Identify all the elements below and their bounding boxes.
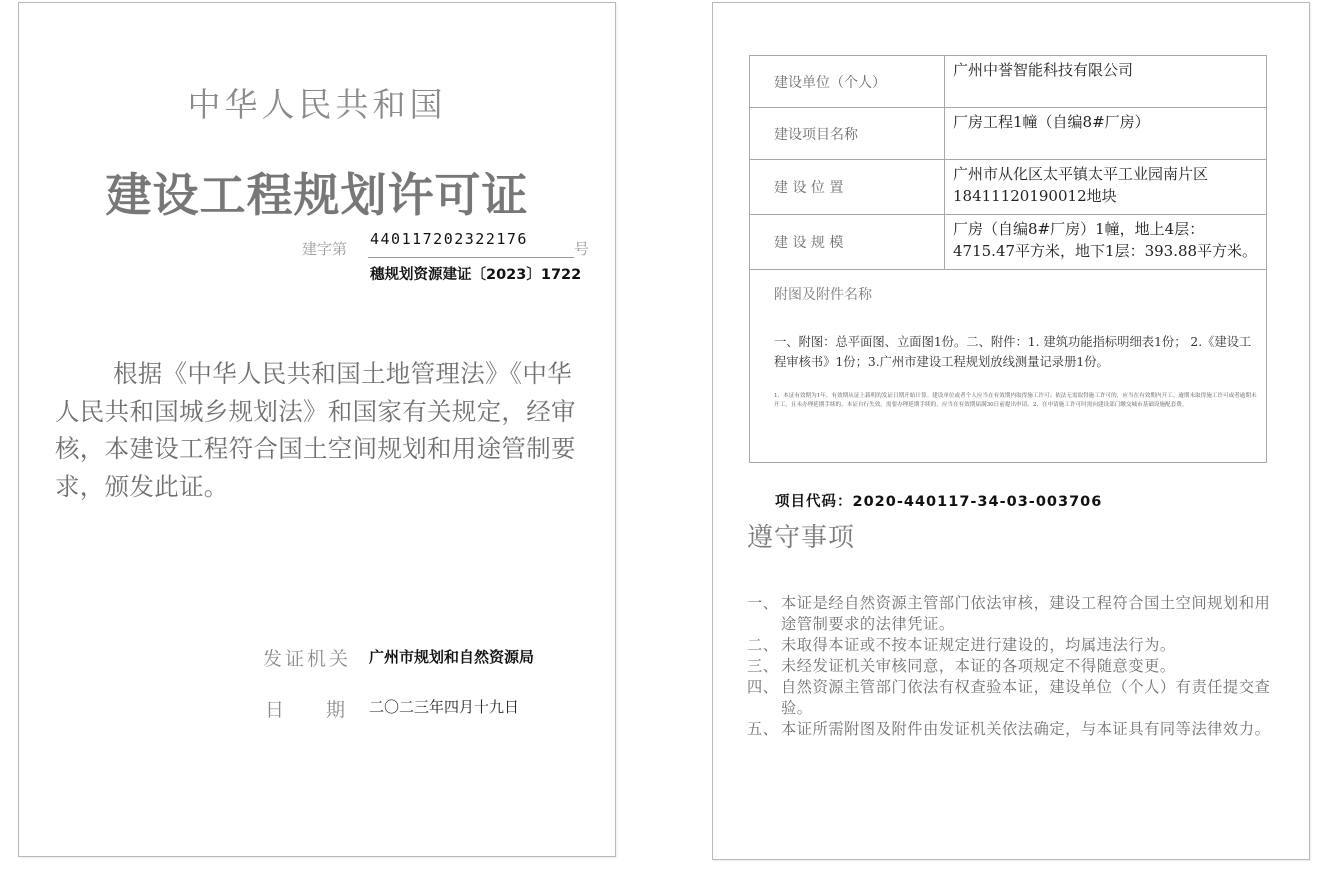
license-detail-page bbox=[712, 2, 1310, 860]
notice-number: 三、 bbox=[747, 657, 779, 675]
table-row bbox=[750, 108, 1267, 160]
legal-basis-text: 根据《中华人民共和国土地管理法》《中华人民共和国城乡规划法》和国家有关规定，经审核，本建设工程符合国土空间规划和用途管制要求，颁发此证。 bbox=[55, 359, 576, 501]
country-name: 中华人民共和国 bbox=[187, 85, 447, 124]
issuer-label: 发证机关 bbox=[263, 648, 352, 670]
project-code: 项目代码：2020-440117-34-03-003706 bbox=[775, 494, 1103, 510]
issuer-value: 广州市规划和自然资源局 bbox=[369, 648, 535, 666]
attachments-cell bbox=[750, 270, 1267, 463]
serial-underline bbox=[368, 257, 574, 258]
notice-text: 本证是经自然资源主管部门依法审核，建设工程符合国土空间规划和用途管制要求的法律凭证。 bbox=[781, 594, 1271, 633]
notice-list bbox=[747, 593, 1281, 740]
serial-suffix: 号 bbox=[574, 240, 590, 258]
notice-text: 未经发证机关审核同意，本证的各项规定不得随意变更。 bbox=[781, 657, 1176, 675]
date-label-part1: 日 bbox=[265, 699, 285, 721]
notice-number: 二、 bbox=[747, 636, 779, 654]
attachments-label: 附图及附件名称 bbox=[774, 287, 872, 303]
notice-title: 遵守事项 bbox=[747, 523, 856, 553]
list-item bbox=[747, 593, 1281, 635]
table-row bbox=[750, 160, 1267, 215]
fine-print: 1、本证有效期为1年，有效期从证上载明的发证日期开始计算。建设单位或者个人应当在有效期内取得施工许可；依法无需取得施工许可的，应当在有效期内开工。逾期未取得施工许可或者逾期未开工，且未办理延期手续的，本证自行失效。需要办理延期手续的，应当在有效期届满30日前提出申请。2、在申请施工许可时需向建设部门缴交城市基础设施配套费。 bbox=[774, 393, 1257, 408]
notice-text: 未取得本证或不按本证规定进行建设的，均属违法行为。 bbox=[781, 636, 1176, 654]
row-label-builder: 建设单位（个人） bbox=[750, 56, 945, 108]
notice-text: 本证所需附图及附件由发证机关依法确定，与本证具有同等法律效力。 bbox=[781, 720, 1271, 738]
table-row bbox=[750, 270, 1267, 463]
list-item bbox=[747, 635, 1281, 656]
attachments-text: 一、附图：总平面图、立面图1份。二、附件：1. 建筑功能指标明细表1份； 2.《建设工程审核书》1份；3.广州市建设工程规划放线测量记录册1份。 bbox=[774, 335, 1252, 369]
row-value-location: 广州市从化区太平镇太平工业园南片区18411120190012地块 bbox=[945, 160, 1267, 215]
table-row bbox=[750, 215, 1267, 270]
row-value-project-name: 厂房工程1幢（自编8#厂房） bbox=[945, 108, 1267, 160]
certificate-title: 建设工程规划许可证 bbox=[105, 168, 529, 222]
project-info-table bbox=[749, 55, 1267, 463]
license-number: 穗规划资源建证〔2023〕1722 bbox=[370, 267, 582, 283]
notice-number: 五、 bbox=[747, 720, 779, 738]
serial-prefix: 建字第 bbox=[302, 240, 348, 258]
serial-number: 440117202322176 bbox=[370, 230, 528, 248]
row-label-location: 建 设 位 置 bbox=[750, 160, 945, 215]
row-value-scale: 厂房（自编8#厂房）1幢，地上4层：4715.47平方米，地下1层：393.88平方米。 bbox=[945, 215, 1267, 270]
issue-date: 二〇二三年四月十九日 bbox=[369, 698, 520, 716]
notice-number: 四、 bbox=[747, 678, 779, 696]
row-label-scale: 建 设 规 模 bbox=[750, 215, 945, 270]
notice-number: 一、 bbox=[747, 594, 779, 612]
row-label-project-name: 建设项目名称 bbox=[750, 108, 945, 160]
license-front-page bbox=[18, 2, 616, 857]
table-row bbox=[750, 56, 1267, 108]
list-item bbox=[747, 656, 1281, 677]
list-item bbox=[747, 677, 1281, 719]
row-value-builder: 广州中誉智能科技有限公司 bbox=[945, 56, 1267, 108]
list-item bbox=[747, 719, 1281, 740]
date-label-part2: 期 bbox=[326, 699, 346, 721]
notice-text: 自然资源主管部门依法有权查验本证，建设单位（个人）有责任提交查验。 bbox=[781, 678, 1271, 717]
